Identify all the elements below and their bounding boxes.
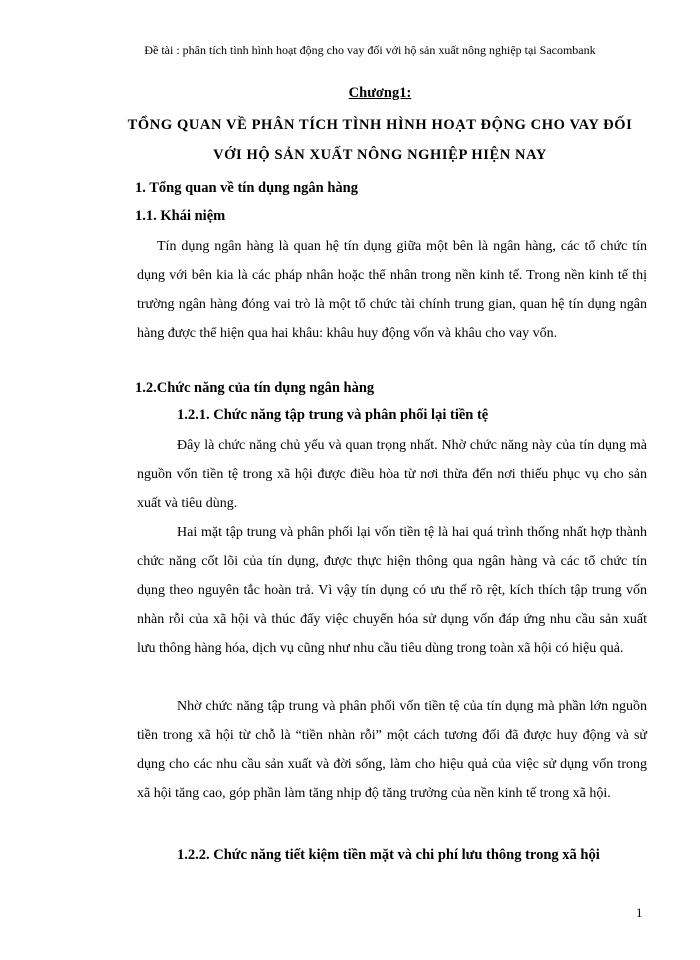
section-1-2-1-paragraph-3: Nhờ chức năng tập trung và phân phối vốn tiền tệ của tín dụng mà phần lớn nguồn tiền trong xã hội từ chỗ là “tiền nhàn rỗi” một cách tương đối đã được huy động và sử dụng cho các nhu cầu sản xuất và đời sống, làm cho hiệu quả của việc sử dụng vốn trong xã hội tăng cao, góp phần làm tăng nhịp độ tăng trưởng của nền kinh tế trong xã hội. (137, 699, 647, 801)
section-1-1-heading: 1.1. Khái niệm (135, 208, 226, 224)
section-1-2-heading: 1.2.Chức năng của tín dụng ngân hàng (135, 380, 375, 396)
chapter-title-line-1: TỔNG QUAN VỀ PHÂN TÍCH TÌNH HÌNH HOẠT ĐỘNG CHO VAY ĐỐI (127, 117, 633, 133)
chapter-label-text: Chương1: (348, 85, 412, 101)
section-1-2-1-paragraph-1: Đây là chức năng chủ yếu và quan trọng nhất. Nhờ chức năng này của tín dụng mà nguồn vốn tiền tệ trong xã hội được điều hòa từ nơi thừa đến nơi thiếu phục vụ cho sản xuất và tiêu dùng. (137, 438, 647, 511)
section-1-1-paragraph: Tín dụng ngân hàng là quan hệ tín dụng giữa một bên là ngân hàng, các tổ chức tín dụng với bên kia là các pháp nhân hoặc thể nhân trong nền kinh tế. Trong nền kinh tế thị trường ngân hàng đóng vai trò là một tổ chức tài chính trung gian, quan hệ tín dụng ngân hàng được thể hiện qua hai khâu: khâu huy động vốn và khâu cho vay vốn. (137, 239, 647, 341)
chapter-title-line-2: VỚI HỘ SẢN XUẤT NÔNG NGHIỆP HIỆN NAY (213, 147, 547, 163)
page-number: 1 (636, 905, 643, 920)
running-header: Đề tài : phân tích tình hình hoạt động cho vay đối với hộ sản xuất nông nghiệp tại Sacombank (144, 43, 596, 57)
section-1-2-1-heading: 1.2.1. Chức năng tập trung và phân phối lại tiền tệ (177, 407, 489, 423)
section-1-heading: 1. Tổng quan về tín dụng ngân hàng (135, 180, 358, 196)
section-1-2-2-heading: 1.2.2. Chức năng tiết kiệm tiền mặt và chi phí lưu thông trong xã hội (177, 847, 600, 863)
section-1-2-1-paragraph-2: Hai mặt tập trung và phân phối lại vốn tiền tệ là hai quá trình thống nhất hợp thành chức năng cốt lõi của tín dụng, được thực hiện thông qua ngân hàng và các tổ chức tín dụng theo nguyên tắc hoàn trả. Vì vậy tín dụng có ưu thế rõ rệt, kích thích tập trung vốn nhàn rỗi của xã hội và thúc đẩy việc chuyển hóa sử dụng vốn đáp ứng nhu cầu sản xuất lưu thông hàng hóa, dịch vụ cũng như nhu cầu tiêu dùng trong toàn xã hội có hiệu quả. (137, 525, 647, 656)
chapter-label (0, 85, 700, 102)
